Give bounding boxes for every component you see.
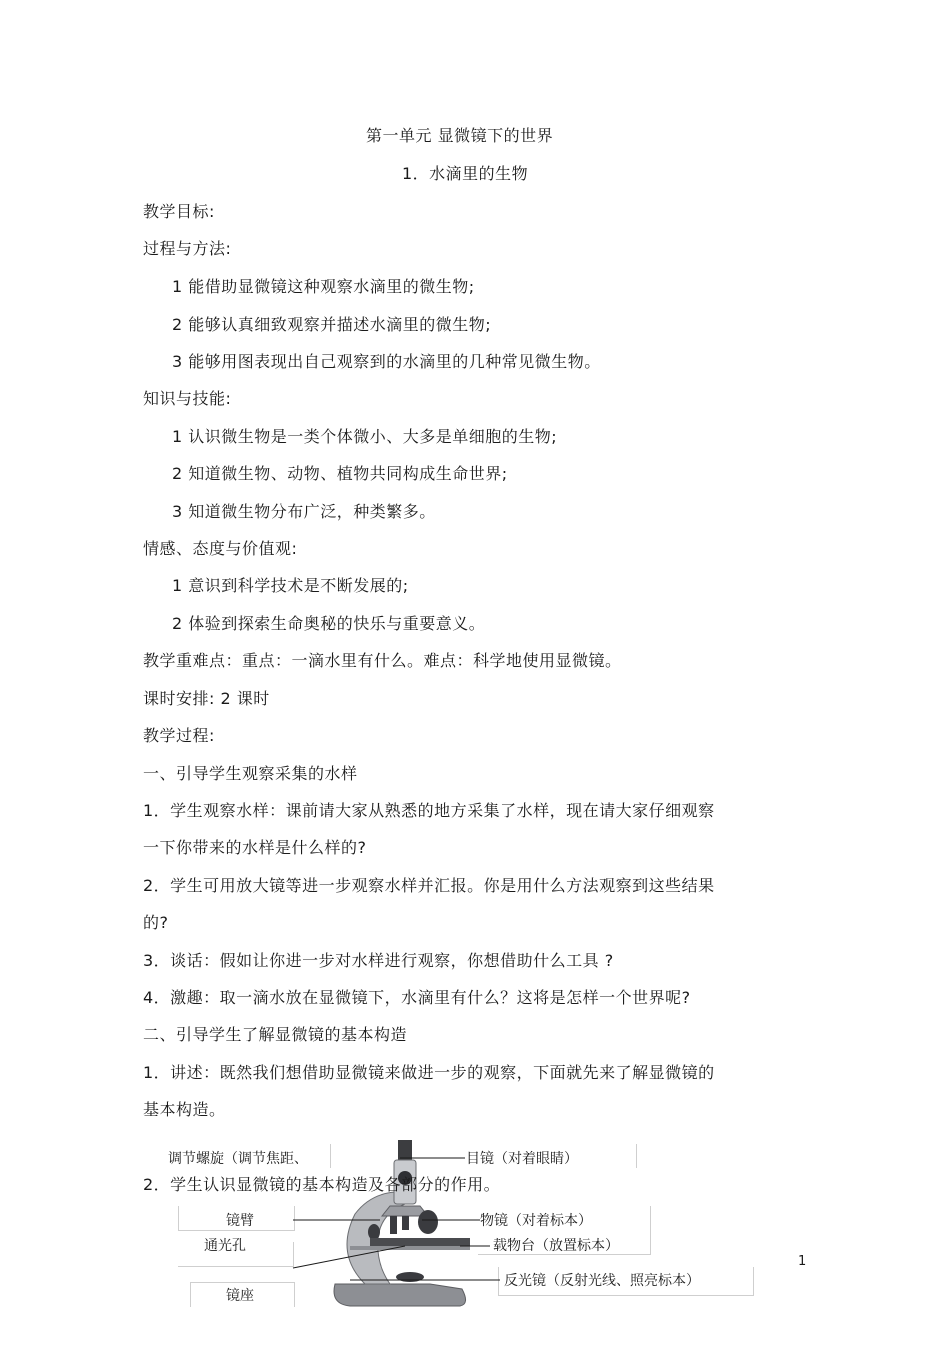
heading-teaching-goals: 教学目标:: [143, 202, 215, 221]
goal-item: 2 能够认真细致观察并描述水滴里的微生物;: [172, 315, 492, 334]
goal-item: 3 能够用图表现出自己观察到的水滴里的几种常见微生物。: [172, 352, 601, 371]
goal-item: 1 认识微生物是一类个体微小、大多是单细胞的生物;: [172, 427, 558, 446]
label-mirror: 反光镜（反射光线、照亮标本）: [504, 1273, 700, 1289]
paragraph-line: 1．讲述：既然我们想借助显微镜来做进一步的观察，下面就先来了解显微镜的: [143, 1063, 715, 1082]
heading-knowledge-skills: 知识与技能:: [143, 389, 232, 408]
paragraph-line-overlapping-figure: 2．学生认识显微镜的基本构造及各部分的作用。: [143, 1175, 501, 1194]
paragraph-line: 的?: [143, 913, 169, 932]
label-arm: 镜臂: [226, 1213, 254, 1229]
section-heading: 二、引导学生了解显微镜的基本构造: [143, 1025, 408, 1044]
key-points: 教学重难点：重点：一滴水里有什么。难点：科学地使用显微镜。: [143, 651, 622, 670]
label-objective: 物镜（对着标本）: [480, 1213, 592, 1229]
unit-title: 第一单元 显微镜下的世界: [366, 126, 554, 145]
page-number: 1: [798, 1254, 807, 1269]
goal-item: 2 知道微生物、动物、植物共同构成生命世界;: [172, 464, 508, 483]
goal-item: 3 知道微生物分布广泛，种类繁多。: [172, 502, 436, 521]
goal-item: 1 能借助显微镜这种观察水滴里的微生物;: [172, 277, 475, 296]
goal-item: 1 意识到科学技术是不断发展的;: [172, 576, 409, 595]
heading-attitude-values: 情感、态度与价值观:: [143, 539, 298, 558]
heading-teaching-process: 教学过程:: [143, 726, 215, 745]
label-base: 镜座: [226, 1288, 254, 1304]
paragraph-line: 3．谈话：假如让你进一步对水样进行观察，你想借助什么工具 ?: [143, 951, 614, 970]
paragraph-line: 基本构造。: [143, 1100, 226, 1119]
class-hours: 课时安排: 2 课时: [143, 689, 270, 708]
paragraph-line: 2．学生可用放大镜等进一步观察水样并汇报。你是用什么方法观察到这些结果: [143, 876, 715, 895]
label-aperture: 通光孔: [204, 1238, 246, 1254]
lesson-title: 1．水滴里的生物: [402, 164, 529, 183]
paragraph-line: 一下你带来的水样是什么样的?: [143, 838, 367, 857]
label-eyepiece: 目镜（对着眼睛）: [466, 1151, 578, 1167]
paragraph-line: 1．学生观察水样：课前请大家从熟悉的地方采集了水样，现在请大家仔细观察: [143, 801, 715, 820]
label-stage: 载物台（放置标本）: [493, 1238, 619, 1254]
label-focus-knob: 调节螺旋（调节焦距、: [168, 1151, 308, 1167]
heading-process-methods: 过程与方法:: [143, 239, 232, 258]
paragraph-line: 4．激趣：取一滴水放在显微镜下，水滴里有什么？这将是怎样一个世界呢?: [143, 988, 691, 1007]
goal-item: 2 体验到探索生命奥秘的快乐与重要意义。: [172, 614, 486, 633]
section-heading: 一、引导学生观察采集的水样: [143, 764, 358, 783]
microscope-figure: [160, 1134, 760, 1314]
